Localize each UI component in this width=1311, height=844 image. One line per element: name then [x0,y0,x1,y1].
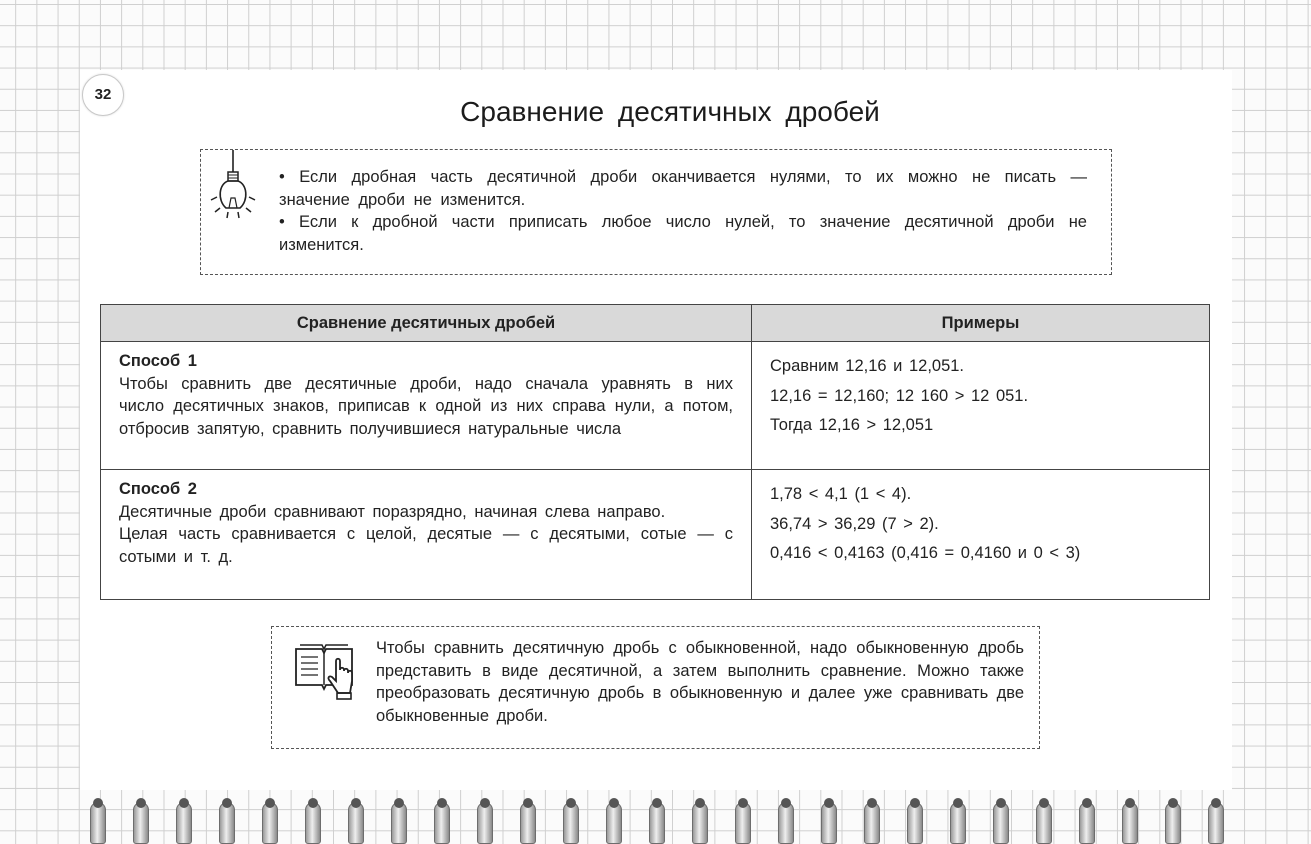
binding-hole [738,798,748,808]
example-line: 0,416 < 0,4163 (0,416 = 0,4160 и 0 < 3) [770,544,1081,562]
spiral-ring [735,802,751,844]
tip-box [200,149,1112,275]
binding-hole [910,798,920,808]
binding-hole [523,798,533,808]
spiral-ring [348,802,364,844]
spiral-ring [133,802,149,844]
binding-hole [824,798,834,808]
spiral-ring [391,802,407,844]
example-line: 12,16 = 12,160; 12 160 > 12 051. [770,386,1029,405]
binding-hole [308,798,318,808]
binding-hole [1082,798,1092,808]
tip-bullet-1: • Если дробная часть десятичной дроби оканчивается нулями, то их можно не писать — значение дроби не изменится. [279,168,1087,209]
spiral-ring [305,802,321,844]
spiral-ring [993,802,1009,844]
tip-bullet-2: • Если к дробной части приписать любое число нулей, то значение десятичной дроби не изменится. [279,213,1087,254]
binding-hole [136,798,146,808]
binding-hole [996,798,1006,808]
binding-hole [437,798,447,808]
binding-hole [566,798,576,808]
table-header-methods: Сравнение десятичных дробей [101,305,752,342]
method-paragraph: Целая часть сравнивается с целой, десятые — с десятыми, сотые — с сотыми и т. д. [119,525,733,566]
spiral-ring [520,802,536,844]
spiral-ring [692,802,708,844]
spiral-ring [778,802,794,844]
spiral-ring [907,802,923,844]
spiral-ring [864,802,880,844]
page-title: Сравнение десятичных дробей [460,96,880,127]
spiral-ring [1079,802,1095,844]
comparison-table [100,304,1210,600]
note-text: Чтобы сравнить десятичную дробь с обыкновенной, надо обыкновенную дробь представить в виде десятичной, а затем выполнить сравнение. Можно также преобразовать десятичную дробь в обыкновенную и далее уже сравнивать две обыкновенные дроби. [376,639,1024,725]
tip-text [279,166,1087,256]
binding-hole [179,798,189,808]
binding-hole [781,798,791,808]
spiral-ring [1165,802,1181,844]
binding-hole [480,798,490,808]
binding-hole [652,798,662,808]
page-number: 32 [82,74,124,116]
binding-hole [867,798,877,808]
method-paragraph: Чтобы сравнить две десятичные дроби, надо сначала уравнять в них число десятичных знаков, приписав к одной из них справа нули, а потом, отбросив запятую, сравнить получившиеся натуральные числа [119,374,733,438]
binding-hole [953,798,963,808]
binding-hole [609,798,619,808]
spiral-binding [82,796,1232,844]
binding-hole [93,798,103,808]
examples-cell [752,470,1210,600]
spiral-ring [950,802,966,844]
binding-hole [394,798,404,808]
binding-hole [1211,798,1221,808]
method-paragraph: Десятичные дроби сравнивают поразрядно, начиная слева направо. [119,502,666,521]
binding-hole [222,798,232,808]
example-line: Тогда 12,16 > 12,051 [770,416,934,434]
spiral-ring [477,802,493,844]
spiral-ring [1122,802,1138,844]
binding-hole [1168,798,1178,808]
example-line: 1,78 < 4,1 (1 < 4). [770,485,912,503]
spiral-ring [219,802,235,844]
note-box [271,626,1040,749]
book-hand-icon [292,641,356,701]
binding-hole [695,798,705,808]
spiral-ring [1036,802,1052,844]
spiral-ring [563,802,579,844]
table-row [101,470,1210,600]
table-row [101,342,1210,470]
spiral-ring [262,802,278,844]
table-header-examples: Примеры [752,305,1210,342]
example-line: Сравним 12,16 и 12,051. [770,357,965,375]
spiral-ring [606,802,622,844]
method-title: Способ 1 [119,352,197,370]
method-cell [101,470,752,600]
spiral-ring [649,802,665,844]
spiral-ring [434,802,450,844]
binding-hole [265,798,275,808]
method-cell [101,342,752,470]
binding-hole [351,798,361,808]
spiral-ring [90,802,106,844]
example-line: 36,74 > 36,29 (7 > 2). [770,514,939,533]
method-title: Способ 2 [119,480,197,498]
spiral-ring [176,802,192,844]
lightbulb-icon [209,150,265,230]
examples-cell [752,342,1210,470]
spiral-ring [821,802,837,844]
binding-hole [1125,798,1135,808]
table-header-row [101,305,1210,342]
spiral-ring [1208,802,1224,844]
binding-hole [1039,798,1049,808]
